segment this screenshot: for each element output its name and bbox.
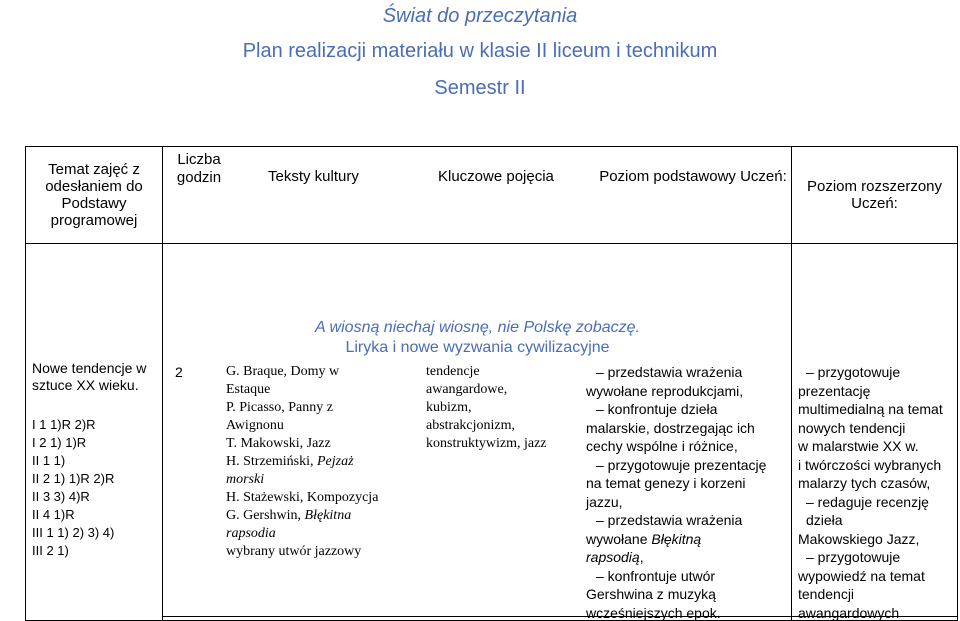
row-divider: [163, 616, 792, 617]
header-hours: Liczba godzin: [176, 151, 222, 186]
section-banner: A wiosną niechaj wiosnę, nie Polskę zobaczę. Liryka i nowe wyzwania cywilizacyjne: [315, 319, 640, 356]
extended-cell: [792, 244, 958, 621]
row-divider-right: [792, 616, 958, 617]
curriculum-table: [25, 146, 958, 621]
extended-level-row1: – przygotowuje prezentację multimedialną na temat nowych tendencji w malarstwie XX w. i twórczości wybranych malarzy tych czasów, – redaguje recenzję dzieła Makowskiego Jazz, – przygotowuje wypowiedź na temat tendencji awangardowych: [798, 364, 943, 621]
document-subtitle: Plan realizacji materiału w klasie II liceum i technikum: [242, 40, 718, 62]
header-basic: Poziom podstawowy Uczeń:: [599, 168, 787, 185]
table-row: [26, 244, 958, 621]
core-curriculum-codes: I 1 1)R 2)R I 2 1) 1)R II 1 1) II 2 1) 1)R 2)R II 3 3) 4)R II 4 1)R III 1 1) 2) 3) 4) III 2 1): [32, 417, 115, 558]
table-header-row: [26, 147, 958, 244]
document-title: Świat do przeczytania: [382, 5, 578, 27]
header-middle: [163, 147, 792, 244]
concepts-row1: tendencje awangardowe, kubizm, abstrakcjonizm, konstruktywizm, jazz: [426, 364, 547, 451]
header-topic: Temat zajęć z odesłaniem do Podstawy programowej: [26, 147, 163, 244]
basic-level-row1: – przedstawia wrażenia wywołane reprodukcjami, – konfrontuje dzieła malarskie, dostrzegając ich cechy wspólne i różnice, – przygotowuje prezentację na temat genezy i korzeni jazzu, – przedstawia wrażenia wywołane Błękitną rapsodią, – konfrontuje utwór Gershwina z muzyką wcześniejszych epok.: [586, 364, 767, 621]
semester-label: Semestr II: [434, 77, 526, 99]
header-extended: Poziom rozszerzony Uczeń:: [792, 147, 958, 244]
header-concepts: Kluczowe pojęcia: [438, 168, 554, 185]
topic-cell: [26, 244, 163, 621]
texts-row1: G. Braque, Domy w Estaque P. Picasso, Panny z Awignonu T. Makowski, Jazz H. Strzemiński, Pejzaż morski H. Stażewski, Kompozycja G. Gershwin, Błękitna rapsodia wybrany utwór jazzowy: [226, 364, 379, 559]
topic-row1: Nowe tendencje w sztuce XX wieku.: [32, 360, 147, 393]
content-cell: [163, 244, 792, 621]
hours-row1: 2: [175, 364, 183, 380]
header-texts: Teksty kultury: [268, 168, 359, 185]
